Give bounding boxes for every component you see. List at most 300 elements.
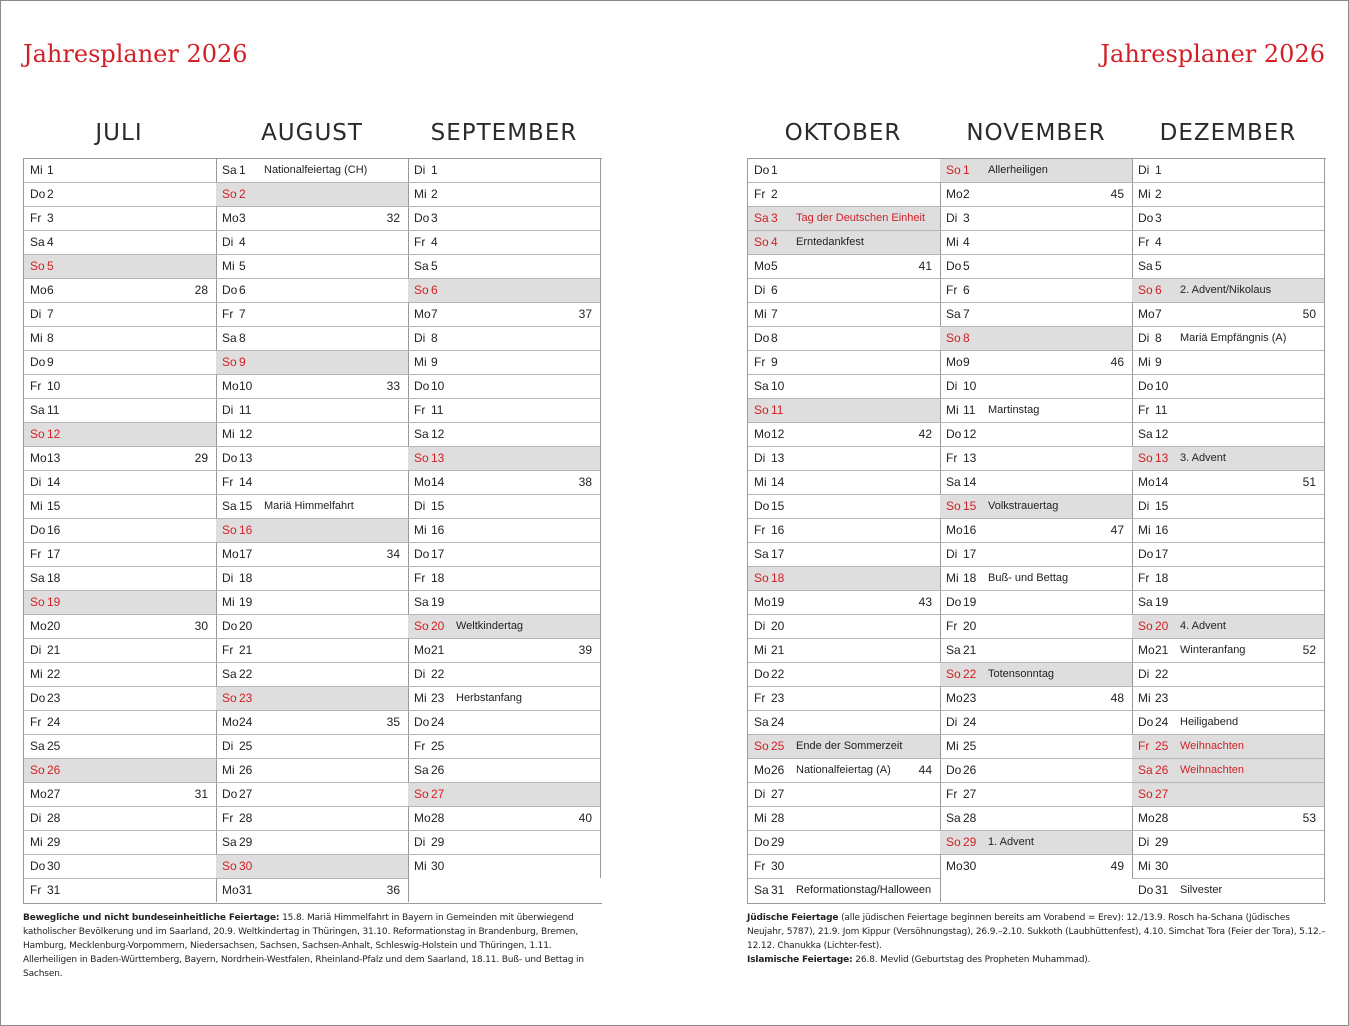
weekday-label: Fr (946, 451, 958, 465)
weekday-label: Sa (30, 739, 45, 753)
weekday-label: Fr (414, 403, 426, 417)
day-number: 14 (431, 475, 445, 489)
weekday-label: Do (754, 163, 770, 177)
day-row (940, 711, 1132, 735)
weekday-label: Fr (754, 523, 766, 537)
event-label: Weltkindertag (456, 620, 524, 632)
day-number: 2 (239, 187, 246, 201)
month-heading-dezember: DEZEMBER (1159, 120, 1297, 146)
weekday-label: Sa (414, 763, 429, 777)
weekday-label: Di (30, 475, 42, 489)
day-number: 14 (1155, 475, 1169, 489)
day-row (1132, 879, 1324, 902)
day-row (940, 399, 1132, 423)
week-number: 30 (194, 619, 208, 633)
day-row (940, 351, 1132, 375)
weekday-label: Mo (30, 787, 47, 801)
weekday-label: Sa (754, 211, 769, 225)
day-row (24, 735, 216, 759)
week-number: 39 (578, 643, 592, 657)
day-number: 22 (771, 667, 785, 681)
day-row (408, 207, 600, 231)
event-label: Nationalfeiertag (A) (796, 764, 891, 776)
day-number: 27 (1155, 787, 1169, 801)
day-row (940, 423, 1132, 447)
day-row (24, 279, 216, 303)
day-row (1132, 423, 1324, 447)
day-row (940, 831, 1132, 855)
weekday-label: Di (754, 451, 766, 465)
weekday-label: Fr (754, 355, 766, 369)
day-number: 19 (47, 595, 61, 609)
weekday-label: Fr (30, 883, 42, 897)
week-number: 31 (194, 787, 208, 801)
weekday-label: Mi (30, 667, 43, 681)
day-row (1132, 807, 1324, 831)
weekday-label: Di (414, 835, 426, 849)
month-column-dezember (1132, 159, 1325, 902)
day-row (216, 567, 408, 591)
weekday-label: Sa (222, 667, 237, 681)
day-number: 7 (771, 307, 778, 321)
weekday-label: Mi (30, 499, 43, 513)
day-number: 24 (771, 715, 785, 729)
day-number: 23 (963, 691, 977, 705)
day-row (24, 879, 216, 902)
day-number: 30 (1155, 859, 1169, 873)
weekday-label: Do (222, 619, 238, 633)
day-row (1132, 183, 1324, 207)
day-row (1132, 543, 1324, 567)
day-number: 10 (771, 379, 785, 393)
day-number: 5 (47, 259, 54, 273)
day-number: 19 (431, 595, 445, 609)
weekday-label: Di (222, 571, 234, 585)
day-row (748, 807, 940, 831)
weekday-label: Mi (222, 259, 235, 273)
day-row (24, 471, 216, 495)
weekday-label: Fr (1138, 739, 1150, 753)
day-number: 29 (1155, 835, 1169, 849)
week-number: 53 (1302, 811, 1316, 825)
day-number: 24 (239, 715, 253, 729)
week-number: 42 (918, 427, 932, 441)
day-number: 2 (47, 187, 54, 201)
weekday-label: So (222, 859, 237, 873)
weekday-label: Mo (1138, 643, 1155, 657)
day-number: 12 (47, 427, 61, 441)
weekday-label: Fr (1138, 571, 1150, 585)
day-row (748, 375, 940, 399)
day-number: 11 (1155, 403, 1168, 417)
weekday-label: Do (222, 451, 238, 465)
week-number: 40 (578, 811, 592, 825)
day-row (216, 159, 408, 183)
day-number: 23 (239, 691, 253, 705)
day-row (748, 303, 940, 327)
weekday-label: Fr (30, 547, 42, 561)
week-number: 37 (578, 307, 592, 321)
day-row (216, 615, 408, 639)
day-row (24, 831, 216, 855)
day-row (216, 687, 408, 711)
weekday-label: Do (1138, 715, 1154, 729)
weekday-label: So (754, 235, 769, 249)
day-number: 12 (431, 427, 445, 441)
weekday-label: Sa (1138, 763, 1153, 777)
day-row (1132, 735, 1324, 759)
day-row (408, 183, 600, 207)
day-row (408, 471, 600, 495)
weekday-label: Mi (1138, 355, 1151, 369)
day-number: 22 (431, 667, 445, 681)
day-row (216, 639, 408, 663)
weekday-label: Mi (30, 331, 43, 345)
event-label: Reformationstag/Halloween (796, 884, 932, 896)
day-row (408, 639, 600, 663)
day-row (408, 711, 600, 735)
week-number: 32 (386, 211, 400, 225)
weekday-label: Di (946, 547, 958, 561)
weekday-label: Do (222, 283, 238, 297)
day-row (216, 375, 408, 399)
day-row (216, 831, 408, 855)
weekday-label: Mi (1138, 523, 1151, 537)
day-number: 29 (963, 835, 977, 849)
day-row (748, 879, 940, 902)
day-row (1132, 447, 1324, 471)
week-number: 49 (1110, 859, 1124, 873)
day-row (748, 255, 940, 279)
month-column-september (408, 159, 601, 878)
day-row (1132, 159, 1324, 183)
day-row (940, 207, 1132, 231)
weekday-label: So (30, 427, 45, 441)
day-row (24, 519, 216, 543)
day-row (216, 663, 408, 687)
weekday-label: So (946, 835, 961, 849)
day-row (408, 375, 600, 399)
day-number: 21 (1155, 643, 1169, 657)
day-number: 13 (963, 451, 977, 465)
day-row (216, 495, 408, 519)
day-row (216, 327, 408, 351)
event-label: Nationalfeiertag (CH) (264, 164, 368, 176)
weekday-label: So (30, 259, 45, 273)
weekday-label: Sa (946, 475, 961, 489)
day-row (408, 423, 600, 447)
weekday-label: Sa (222, 163, 237, 177)
day-row (216, 423, 408, 447)
weekday-label: Mo (946, 187, 963, 201)
day-row (24, 567, 216, 591)
day-row (940, 855, 1132, 878)
day-number: 14 (239, 475, 253, 489)
day-number: 1 (963, 163, 970, 177)
weekday-label: Di (1138, 163, 1150, 177)
weekday-label: Do (1138, 883, 1154, 897)
day-number: 25 (1155, 739, 1169, 753)
month-heading-juli: JULI (95, 120, 143, 146)
weekday-label: Sa (30, 403, 45, 417)
day-row (940, 279, 1132, 303)
day-row (216, 543, 408, 567)
day-number: 6 (47, 283, 54, 297)
day-number: 3 (239, 211, 246, 225)
day-row (24, 615, 216, 639)
day-row (216, 351, 408, 375)
weekday-label: Fr (1138, 403, 1150, 417)
weekday-label: Mo (222, 379, 239, 393)
week-number: 50 (1302, 307, 1316, 321)
day-number: 14 (771, 475, 785, 489)
weekday-label: Do (222, 787, 238, 801)
weekday-label: Fr (414, 739, 426, 753)
day-number: 28 (431, 811, 445, 825)
day-number: 24 (431, 715, 445, 729)
footnote-heading-jewish: Jüdische Feiertage (747, 913, 839, 923)
day-row (1132, 471, 1324, 495)
day-row (1132, 255, 1324, 279)
weekday-label: Sa (754, 547, 769, 561)
weekday-label: Sa (414, 427, 429, 441)
day-number: 3 (771, 211, 778, 225)
day-row (408, 519, 600, 543)
day-number: 27 (771, 787, 785, 801)
month-heading-november: NOVEMBER (966, 120, 1106, 146)
day-row (408, 591, 600, 615)
day-number: 20 (239, 619, 253, 633)
weekday-label: So (946, 667, 961, 681)
right-page-title: Jahresplaner 2026 (1100, 40, 1325, 68)
day-row (216, 783, 408, 807)
weekday-label: Mi (754, 307, 767, 321)
month-column-august (216, 159, 409, 902)
day-row (408, 495, 600, 519)
day-row (216, 231, 408, 255)
day-number: 15 (771, 499, 785, 513)
footnote-text-islamic: 26.8. Mevlid (Geburtstag des Propheten Muhammad). (852, 955, 1091, 965)
day-row (216, 183, 408, 207)
weekday-label: Fr (754, 691, 766, 705)
weekday-label: So (414, 283, 429, 297)
day-number: 5 (431, 259, 438, 273)
day-number: 15 (47, 499, 61, 513)
day-row (408, 255, 600, 279)
weekday-label: Di (1138, 499, 1150, 513)
day-number: 12 (239, 427, 253, 441)
day-row (1132, 495, 1324, 519)
day-row (940, 495, 1132, 519)
day-row (1132, 351, 1324, 375)
weekday-label: Sa (222, 499, 237, 513)
week-number: 45 (1110, 187, 1124, 201)
day-row (408, 447, 600, 471)
day-row (1132, 279, 1324, 303)
weekday-label: Do (414, 379, 430, 393)
day-number: 2 (431, 187, 438, 201)
day-number: 27 (431, 787, 445, 801)
day-number: 23 (771, 691, 785, 705)
day-number: 13 (771, 451, 785, 465)
day-number: 5 (771, 259, 778, 273)
weekday-label: Do (946, 763, 962, 777)
day-row (748, 399, 940, 423)
weekday-label: Mo (414, 811, 431, 825)
day-row (24, 351, 216, 375)
weekday-label: So (754, 403, 769, 417)
day-number: 21 (771, 643, 785, 657)
weekday-label: Mi (222, 763, 235, 777)
day-number: 1 (47, 163, 54, 177)
day-row (940, 255, 1132, 279)
footnote-text-jewish: (alle jüdischen Feiertage beginnen bereits am Vorabend = Erev): 12./13.9. Rosch ha-Schana (Jüdisches Neujahr, 5787), 21.9. Jom Kippur (Versöhnungstag), 26.9.–2.10. Sukkoth (Laubhüttenfest), 4.10. Simchat Tora (Feier der Tora), 5.12.–12.12. Chanukka (Lichter-fest). (747, 913, 1326, 951)
day-row (940, 447, 1132, 471)
day-number: 6 (963, 283, 970, 297)
weekday-label: Fr (946, 619, 958, 633)
day-number: 16 (431, 523, 445, 537)
weekday-label: Sa (1138, 259, 1153, 273)
weekday-label: Di (414, 163, 426, 177)
day-number: 11 (239, 403, 252, 417)
month-column-oktober (748, 159, 941, 902)
day-number: 12 (1155, 427, 1169, 441)
weekday-label: So (222, 523, 237, 537)
weekday-label: Fr (222, 475, 234, 489)
day-row (24, 663, 216, 687)
day-number: 30 (239, 859, 253, 873)
day-number: 1 (1155, 163, 1162, 177)
event-label: Buß- und Bettag (988, 572, 1069, 584)
day-row (1132, 759, 1324, 783)
day-number: 12 (771, 427, 785, 441)
day-row (216, 591, 408, 615)
day-number: 29 (431, 835, 445, 849)
weekday-label: Sa (1138, 595, 1153, 609)
day-row (216, 711, 408, 735)
day-number: 1 (431, 163, 438, 177)
day-row (940, 231, 1132, 255)
day-number: 16 (963, 523, 977, 537)
weekday-label: Fr (222, 643, 234, 657)
day-row (24, 591, 216, 615)
day-row (24, 807, 216, 831)
day-row (940, 543, 1132, 567)
day-number: 4 (239, 235, 246, 249)
week-number: 29 (194, 451, 208, 465)
weekday-label: Di (754, 787, 766, 801)
day-row (216, 279, 408, 303)
weekday-label: Sa (222, 331, 237, 345)
day-row (748, 159, 940, 183)
day-row (748, 423, 940, 447)
day-row (408, 231, 600, 255)
day-number: 9 (1155, 355, 1162, 369)
weekday-label: Mi (754, 811, 767, 825)
day-number: 20 (1155, 619, 1169, 633)
day-row (940, 687, 1132, 711)
day-number: 22 (239, 667, 253, 681)
weekday-label: Do (414, 715, 430, 729)
weekday-label: So (222, 691, 237, 705)
weekday-label: Do (30, 187, 46, 201)
weekday-label: So (222, 355, 237, 369)
event-label: Erntedankfest (796, 236, 864, 248)
day-row (748, 831, 940, 855)
day-number: 25 (431, 739, 445, 753)
day-row (408, 807, 600, 831)
day-row (940, 327, 1132, 351)
day-number: 24 (1155, 715, 1169, 729)
day-row (24, 855, 216, 879)
day-row (748, 327, 940, 351)
weekday-label: Fr (946, 283, 958, 297)
day-number: 24 (963, 715, 977, 729)
weekday-label: Mi (414, 187, 427, 201)
weekday-label: So (946, 163, 961, 177)
day-row (408, 687, 600, 711)
day-number: 23 (47, 691, 61, 705)
weekday-label: Fr (30, 715, 42, 729)
week-number: 43 (918, 595, 932, 609)
weekday-label: Mi (414, 691, 427, 705)
day-row (24, 543, 216, 567)
day-number: 21 (47, 643, 61, 657)
weekday-label: Mi (946, 571, 959, 585)
day-number: 9 (963, 355, 970, 369)
day-number: 26 (47, 763, 61, 777)
weekday-label: Fr (414, 571, 426, 585)
weekday-label: Do (414, 547, 430, 561)
day-row (748, 471, 940, 495)
day-number: 31 (1155, 883, 1169, 897)
day-number: 7 (47, 307, 54, 321)
day-number: 25 (771, 739, 785, 753)
weekday-label: Mi (30, 835, 43, 849)
day-row (940, 375, 1132, 399)
weekday-label: Sa (946, 643, 961, 657)
weekday-label: Sa (30, 235, 45, 249)
day-row (748, 687, 940, 711)
day-number: 13 (1155, 451, 1169, 465)
day-number: 16 (239, 523, 253, 537)
day-number: 6 (1155, 283, 1162, 297)
day-number: 27 (239, 787, 253, 801)
week-number: 44 (918, 763, 932, 777)
day-row (1132, 687, 1324, 711)
day-number: 28 (963, 811, 977, 825)
day-row (748, 735, 940, 759)
day-row (940, 783, 1132, 807)
day-number: 28 (239, 811, 253, 825)
weekday-label: Mo (222, 715, 239, 729)
weekday-label: Sa (1138, 427, 1153, 441)
day-number: 8 (1155, 331, 1162, 345)
event-label: Heiligabend (1180, 716, 1239, 728)
event-label: Allerheiligen (988, 164, 1048, 176)
right-footnote (747, 911, 1327, 967)
weekday-label: Mi (414, 523, 427, 537)
day-number: 26 (1155, 763, 1169, 777)
day-number: 13 (431, 451, 445, 465)
event-label: Ende der Sommerzeit (796, 740, 903, 752)
day-row (408, 855, 600, 878)
day-number: 21 (431, 643, 445, 657)
day-number: 10 (239, 379, 253, 393)
day-row (748, 207, 940, 231)
weekday-label: Do (946, 259, 962, 273)
day-number: 15 (431, 499, 445, 513)
